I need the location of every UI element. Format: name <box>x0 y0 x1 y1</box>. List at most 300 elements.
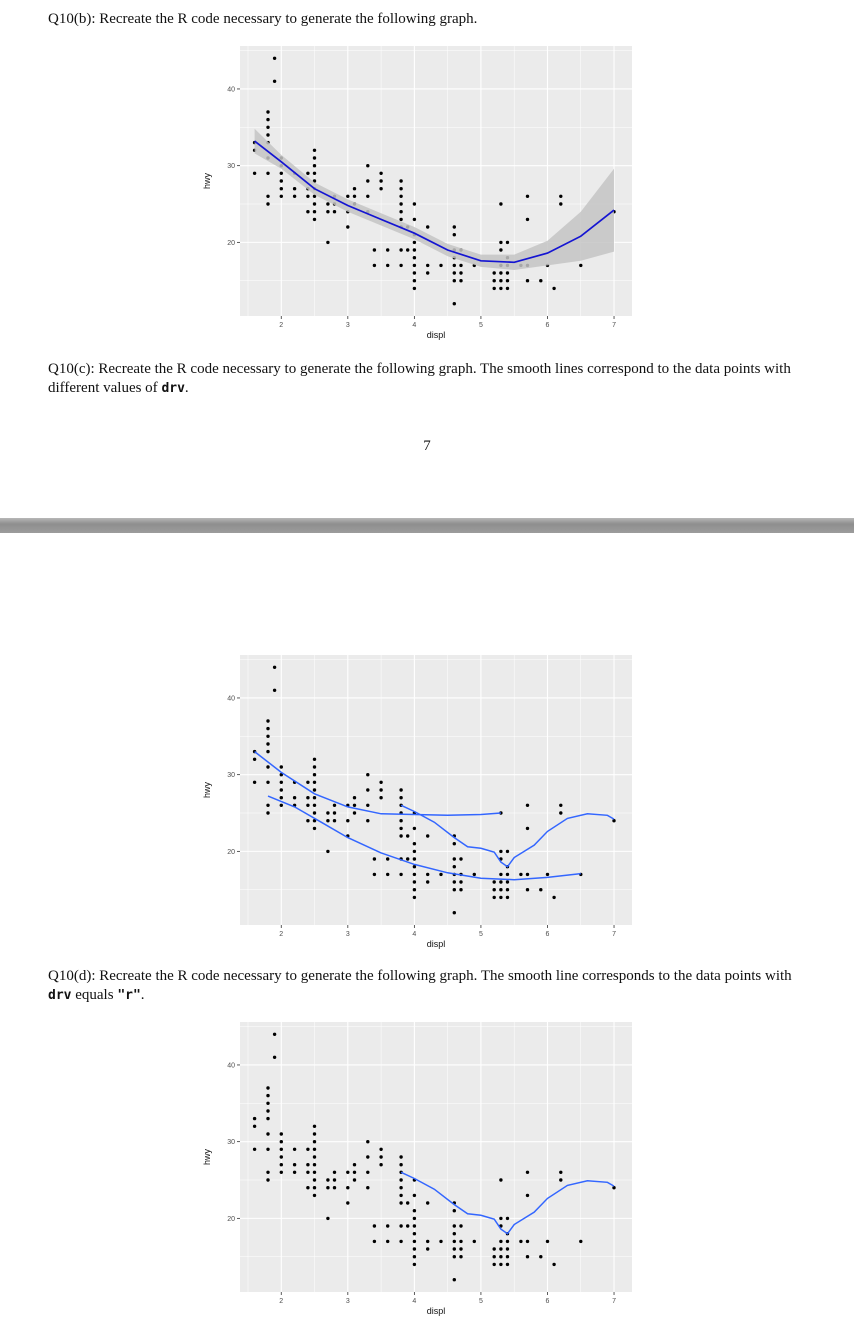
data-point <box>346 195 349 198</box>
y-tick-label: 20 <box>227 848 235 856</box>
data-point <box>399 796 402 799</box>
x-tick-label: 6 <box>545 322 550 329</box>
data-point <box>266 811 269 814</box>
data-point <box>413 271 416 274</box>
data-point <box>499 873 502 876</box>
data-point <box>526 1194 529 1197</box>
x-tick-label: 2 <box>279 1298 284 1305</box>
data-point <box>413 827 416 830</box>
plot-q10d <box>196 1018 636 1318</box>
data-point <box>506 850 509 853</box>
data-point <box>526 1255 529 1258</box>
data-point <box>559 1171 562 1174</box>
data-point <box>273 689 276 692</box>
data-point <box>266 1132 269 1135</box>
data-point <box>612 819 615 822</box>
data-point <box>453 857 456 860</box>
data-point <box>559 1178 562 1181</box>
data-point <box>366 164 369 167</box>
data-point <box>559 804 562 807</box>
data-point <box>280 804 283 807</box>
data-point <box>333 1171 336 1174</box>
x-tick-label: 2 <box>279 931 284 938</box>
data-point <box>539 1255 542 1258</box>
data-point <box>499 1247 502 1250</box>
question-10d <box>48 967 808 1005</box>
data-point <box>313 1125 316 1128</box>
data-point <box>399 210 402 213</box>
data-point <box>313 149 316 152</box>
data-point <box>280 1163 283 1166</box>
data-point <box>280 195 283 198</box>
data-point <box>266 1117 269 1120</box>
data-point <box>373 264 376 267</box>
data-point <box>499 271 502 274</box>
x-tick-label: 7 <box>612 1298 616 1305</box>
data-point <box>499 1240 502 1243</box>
data-point <box>473 1240 476 1243</box>
data-point <box>266 172 269 175</box>
data-point <box>266 1086 269 1089</box>
data-point <box>413 873 416 876</box>
data-point <box>413 1224 416 1227</box>
data-point <box>499 850 502 853</box>
data-point <box>326 1217 329 1220</box>
data-point <box>399 218 402 221</box>
data-point <box>459 888 462 891</box>
y-tick-label: 30 <box>227 772 235 780</box>
x-tick-label: 4 <box>412 931 417 938</box>
data-point <box>413 1209 416 1212</box>
data-point <box>453 1232 456 1235</box>
data-point <box>426 873 429 876</box>
data-point <box>399 248 402 251</box>
data-point <box>266 1171 269 1174</box>
data-point <box>459 1247 462 1250</box>
data-point <box>306 1148 309 1151</box>
data-point <box>266 727 269 730</box>
data-point <box>313 1155 316 1158</box>
question-10c-code: drv <box>161 381 185 396</box>
data-point <box>280 1155 283 1158</box>
data-point <box>453 1278 456 1281</box>
data-point <box>399 1178 402 1181</box>
data-point <box>266 110 269 113</box>
data-point <box>280 788 283 791</box>
data-point <box>439 264 442 267</box>
data-point <box>293 1171 296 1174</box>
data-point <box>413 1247 416 1250</box>
y-tick-label: 20 <box>227 239 235 247</box>
question-10d-code-r: "r" <box>117 988 141 1003</box>
data-point <box>346 819 349 822</box>
data-point <box>546 873 549 876</box>
data-point <box>399 179 402 182</box>
data-point <box>612 1186 615 1189</box>
data-point <box>453 1224 456 1227</box>
data-point <box>266 1178 269 1181</box>
data-point <box>413 1194 416 1197</box>
question-10b <box>48 10 808 29</box>
data-point <box>313 758 316 761</box>
data-point <box>559 202 562 205</box>
data-point <box>353 796 356 799</box>
data-point <box>313 1171 316 1174</box>
data-point <box>353 804 356 807</box>
data-point <box>306 796 309 799</box>
data-point <box>453 302 456 305</box>
data-point <box>266 1109 269 1112</box>
data-point <box>453 880 456 883</box>
data-point <box>280 179 283 182</box>
data-point <box>413 1255 416 1258</box>
data-point <box>253 1125 256 1128</box>
data-point <box>313 218 316 221</box>
x-tick-label: 5 <box>478 322 483 329</box>
data-point <box>386 873 389 876</box>
data-point <box>280 765 283 768</box>
x-axis-label: displ <box>426 330 446 340</box>
data-point <box>366 819 369 822</box>
data-point <box>406 834 409 837</box>
data-point <box>333 1178 336 1181</box>
data-point <box>266 195 269 198</box>
data-point <box>453 1240 456 1243</box>
data-point <box>399 1240 402 1243</box>
data-point <box>306 210 309 213</box>
data-point <box>280 796 283 799</box>
data-point <box>366 1186 369 1189</box>
data-point <box>366 788 369 791</box>
data-point <box>306 172 309 175</box>
plot-panel <box>240 655 632 925</box>
data-point <box>426 1247 429 1250</box>
data-point <box>459 1255 462 1258</box>
data-point <box>426 1240 429 1243</box>
y-axis-label: hwy <box>202 172 212 190</box>
data-point <box>526 827 529 830</box>
data-point <box>459 880 462 883</box>
x-tick-label: 7 <box>612 322 616 329</box>
data-point <box>306 1171 309 1174</box>
data-point <box>306 1186 309 1189</box>
data-point <box>379 187 382 190</box>
data-point <box>546 1240 549 1243</box>
data-point <box>313 773 316 776</box>
data-point <box>313 811 316 814</box>
plot-q10c <box>196 651 636 951</box>
x-tick-label: 6 <box>545 931 550 938</box>
data-point <box>526 1171 529 1174</box>
data-point <box>499 248 502 251</box>
data-point <box>493 1263 496 1266</box>
data-point <box>413 218 416 221</box>
y-axis-label: hwy <box>202 781 212 799</box>
data-point <box>413 1217 416 1220</box>
data-point <box>273 1033 276 1036</box>
data-point <box>493 896 496 899</box>
data-point <box>333 819 336 822</box>
data-point <box>426 880 429 883</box>
x-tick-label: 3 <box>345 1298 350 1305</box>
data-point <box>539 279 542 282</box>
data-point <box>406 1201 409 1204</box>
data-point <box>266 1102 269 1105</box>
data-point <box>313 1194 316 1197</box>
data-point <box>353 1163 356 1166</box>
data-point <box>253 1148 256 1151</box>
data-point <box>313 804 316 807</box>
data-point <box>313 172 316 175</box>
question-10d-text: Q10(d): Recreate the R code necessary to generate the following graph. The smooth line corresponds to the data points with <box>48 968 792 984</box>
data-point <box>266 781 269 784</box>
data-point <box>293 187 296 190</box>
data-point <box>493 271 496 274</box>
data-point <box>399 202 402 205</box>
data-point <box>333 804 336 807</box>
data-point <box>266 1148 269 1151</box>
data-point <box>253 758 256 761</box>
data-point <box>506 1217 509 1220</box>
data-point <box>399 827 402 830</box>
data-point <box>459 857 462 860</box>
data-point <box>306 781 309 784</box>
data-point <box>266 804 269 807</box>
data-point <box>326 1186 329 1189</box>
data-point <box>453 888 456 891</box>
data-point <box>453 233 456 236</box>
data-point <box>413 842 416 845</box>
data-point <box>413 202 416 205</box>
data-point <box>373 1240 376 1243</box>
data-point <box>293 1163 296 1166</box>
question-10d-end: . <box>140 987 145 1003</box>
data-point <box>266 765 269 768</box>
data-point <box>346 1201 349 1204</box>
data-point <box>386 248 389 251</box>
data-point <box>506 1255 509 1258</box>
data-point <box>413 1263 416 1266</box>
data-point <box>552 287 555 290</box>
data-point <box>399 1186 402 1189</box>
x-tick-label: 3 <box>345 931 350 938</box>
data-point <box>280 1171 283 1174</box>
data-point <box>399 834 402 837</box>
data-point <box>386 1224 389 1227</box>
data-point <box>493 287 496 290</box>
data-point <box>406 1224 409 1227</box>
data-point <box>266 742 269 745</box>
x-tick-label: 5 <box>478 1298 483 1305</box>
data-point <box>313 827 316 830</box>
data-point <box>473 873 476 876</box>
data-point <box>506 896 509 899</box>
data-point <box>379 1163 382 1166</box>
data-point <box>306 819 309 822</box>
data-point <box>413 888 416 891</box>
data-point <box>313 1148 316 1151</box>
data-point <box>499 880 502 883</box>
data-point <box>399 819 402 822</box>
data-point <box>499 1217 502 1220</box>
data-point <box>266 126 269 129</box>
data-point <box>346 225 349 228</box>
data-point <box>499 1263 502 1266</box>
data-point <box>293 195 296 198</box>
data-point <box>313 1163 316 1166</box>
data-point <box>459 271 462 274</box>
data-point <box>326 241 329 244</box>
data-point <box>453 225 456 228</box>
data-point <box>326 850 329 853</box>
data-point <box>273 1056 276 1059</box>
data-point <box>386 1240 389 1243</box>
data-point <box>366 179 369 182</box>
data-point <box>366 1155 369 1158</box>
data-point <box>373 873 376 876</box>
data-point <box>579 264 582 267</box>
question-10c-text: Q10(c): Recreate the R code necessary to generate the following graph. The smooth lines correspond to the data points with different values of <box>48 361 791 396</box>
data-point <box>379 781 382 784</box>
data-point <box>313 788 316 791</box>
data-point <box>459 1240 462 1243</box>
data-point <box>506 1247 509 1250</box>
data-point <box>406 248 409 251</box>
x-tick-label: 5 <box>478 931 483 938</box>
data-point <box>552 896 555 899</box>
data-point <box>346 1171 349 1174</box>
data-point <box>373 857 376 860</box>
data-point <box>413 264 416 267</box>
data-point <box>313 1132 316 1135</box>
data-point <box>399 187 402 190</box>
data-point <box>506 271 509 274</box>
data-point <box>559 195 562 198</box>
data-point <box>406 857 409 860</box>
data-point <box>526 218 529 221</box>
data-point <box>266 118 269 121</box>
data-point <box>306 1163 309 1166</box>
data-point <box>313 1178 316 1181</box>
data-point <box>506 287 509 290</box>
data-point <box>313 156 316 159</box>
page-number: 7 <box>423 438 431 454</box>
data-point <box>499 896 502 899</box>
question-10c-end: . <box>184 380 189 396</box>
data-point <box>379 172 382 175</box>
question-10c <box>48 360 808 398</box>
question-10d-mid: equals <box>71 987 118 1003</box>
data-point <box>353 1171 356 1174</box>
data-point <box>439 1240 442 1243</box>
data-point <box>266 750 269 753</box>
data-point <box>526 804 529 807</box>
page-divider <box>0 518 854 533</box>
data-point <box>273 666 276 669</box>
x-tick-label: 4 <box>412 322 417 329</box>
y-tick-label: 40 <box>227 695 235 703</box>
data-point <box>499 287 502 290</box>
data-point <box>493 1255 496 1258</box>
data-point <box>293 796 296 799</box>
x-tick-label: 2 <box>279 322 284 329</box>
y-tick-label: 40 <box>227 86 235 94</box>
data-point <box>353 195 356 198</box>
x-axis-label: displ <box>426 939 446 949</box>
data-point <box>313 781 316 784</box>
data-point <box>326 210 329 213</box>
data-point <box>453 1255 456 1258</box>
y-tick-label: 30 <box>227 1139 235 1147</box>
plot-panel <box>240 1022 632 1292</box>
x-tick-label: 3 <box>345 322 350 329</box>
data-point <box>413 896 416 899</box>
x-tick-label: 7 <box>612 931 616 938</box>
data-point <box>333 210 336 213</box>
data-point <box>413 248 416 251</box>
data-point <box>453 865 456 868</box>
x-axis-label: displ <box>426 1306 446 1316</box>
data-point <box>266 1094 269 1097</box>
data-point <box>499 202 502 205</box>
data-point <box>280 1140 283 1143</box>
data-point <box>280 172 283 175</box>
data-point <box>313 1186 316 1189</box>
data-point <box>313 1140 316 1143</box>
data-point <box>280 187 283 190</box>
data-point <box>379 179 382 182</box>
data-point <box>493 279 496 282</box>
data-point <box>426 264 429 267</box>
data-point <box>366 773 369 776</box>
data-point <box>266 133 269 136</box>
data-point <box>413 287 416 290</box>
data-point <box>266 735 269 738</box>
data-point <box>379 796 382 799</box>
data-point <box>506 1240 509 1243</box>
data-point <box>493 1247 496 1250</box>
data-point <box>280 1148 283 1151</box>
data-point <box>399 1155 402 1158</box>
y-tick-label: 40 <box>227 1062 235 1070</box>
data-point <box>306 195 309 198</box>
data-point <box>459 264 462 267</box>
data-point <box>386 857 389 860</box>
data-point <box>313 765 316 768</box>
data-point <box>413 241 416 244</box>
data-point <box>413 880 416 883</box>
data-point <box>280 1132 283 1135</box>
data-point <box>399 1194 402 1197</box>
data-point <box>459 279 462 282</box>
data-point <box>313 202 316 205</box>
data-point <box>386 264 389 267</box>
data-point <box>273 80 276 83</box>
data-point <box>353 811 356 814</box>
plot-q10b <box>196 42 636 342</box>
x-tick-label: 4 <box>412 1298 417 1305</box>
data-point <box>506 873 509 876</box>
data-point <box>379 1148 382 1151</box>
data-point <box>453 1247 456 1250</box>
data-point <box>366 195 369 198</box>
data-point <box>353 187 356 190</box>
data-point <box>526 195 529 198</box>
data-point <box>453 279 456 282</box>
data-point <box>313 796 316 799</box>
data-point <box>346 1186 349 1189</box>
data-point <box>399 1201 402 1204</box>
